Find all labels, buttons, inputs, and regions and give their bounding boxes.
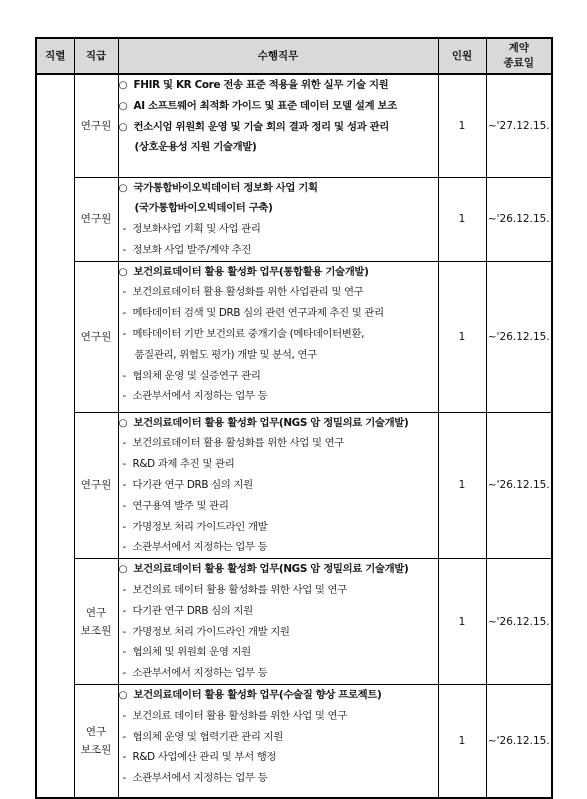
duty-text: 메타데이터 기반 보건의료 중개기술 (메타데이터변환, — [132, 328, 365, 341]
duty-text: 정보화사업 기획 및 사업 관리 — [132, 223, 261, 236]
duty-text: 보건의료데이터 활용 활성화 업무(수술질 향상 프로젝트) — [133, 689, 382, 702]
rank-text: 연구원 — [80, 479, 112, 492]
duty-text: 가명정보 처리 가이드라인 개발 지원 — [132, 625, 290, 638]
duty-heading — [119, 178, 438, 199]
headcount-cell: 1 — [438, 74, 486, 177]
duty-item — [119, 324, 438, 345]
duty-text: AI 소프트웨어 최적화 가이드 및 표준 데이터 모델 설계 보조 — [133, 99, 397, 112]
duty-item — [119, 475, 438, 496]
duty-heading — [119, 559, 438, 580]
circle-bullet-icon: ○ — [118, 563, 128, 576]
header-rank: 직급 — [74, 38, 118, 74]
circle-bullet-icon: ○ — [118, 416, 128, 429]
duty-item — [119, 517, 438, 538]
duties-cell — [118, 559, 438, 685]
duty-item — [119, 219, 438, 240]
table-row — [36, 261, 552, 412]
duty-item — [119, 537, 438, 558]
series-cell — [36, 74, 74, 798]
duties-cell — [118, 412, 438, 559]
rank-text: 연구원 — [80, 330, 112, 343]
dash-bullet-icon: - — [122, 730, 126, 743]
duty-item — [119, 642, 438, 663]
duty-item — [119, 580, 438, 601]
circle-bullet-icon: ○ — [118, 181, 128, 194]
duty-text: (국가통합바이오빅데이터 구축) — [134, 202, 273, 215]
dash-bullet-icon: - — [122, 772, 126, 785]
duties-cell — [118, 261, 438, 412]
dash-bullet-icon: - — [122, 458, 126, 471]
duty-heading — [119, 137, 438, 158]
duty-item — [119, 601, 438, 622]
duty-heading — [119, 413, 438, 434]
duty-text: 다기관 연구 DRB 심의 지원 — [132, 479, 253, 492]
duty-text: 컨소시엄 위원회 운영 및 기술 회의 결과 정리 및 성과 관리 — [133, 120, 389, 133]
headcount-cell: 1 — [438, 412, 486, 559]
contract-end-cell: ~'27.12.15. — [486, 74, 552, 177]
duty-text: 보건의료데이터 활용 활성화를 위한 사업관리 및 연구 — [132, 286, 364, 299]
duty-item — [119, 454, 438, 475]
dash-bullet-icon: - — [122, 437, 126, 450]
contract-end-cell: ~'26.12.15. — [486, 177, 552, 261]
duty-text: 보건의료 데이터 활용 활성화를 위한 사업 및 연구 — [132, 709, 347, 722]
dash-bullet-icon: - — [122, 499, 126, 512]
duty-text: 소관부서에서 지정하는 업무 등 — [132, 772, 268, 785]
dash-bullet-icon: - — [122, 604, 126, 617]
job-table — [35, 37, 553, 799]
dash-bullet-icon: - — [122, 369, 126, 382]
rank-cell — [74, 74, 118, 177]
header-contract-end — [486, 38, 552, 74]
duties-cell — [118, 177, 438, 261]
rank-cell — [74, 685, 118, 798]
duty-heading — [119, 96, 438, 117]
duty-text: (상호운용성 지원 기술개발) — [134, 141, 257, 154]
circle-bullet-icon: ○ — [118, 99, 128, 112]
header-contract-end-line1: 계약 — [508, 42, 529, 54]
dash-bullet-icon: - — [122, 479, 126, 492]
dash-bullet-icon: - — [122, 390, 126, 403]
header-headcount: 인원 — [438, 38, 486, 74]
rank-text: 연구 — [85, 606, 107, 619]
duty-text: 보건의료데이터 활용 활성화 업무(NGS 암 정밀의료 기술개발) — [133, 563, 409, 576]
duty-item — [119, 496, 438, 517]
rank-text: 연구원 — [80, 213, 112, 226]
duty-heading — [119, 117, 438, 138]
dash-bullet-icon: - — [122, 625, 126, 638]
duty-text: 협의체 운영 및 실증연구 관리 — [132, 369, 261, 382]
duty-heading — [119, 198, 438, 219]
duty-item — [119, 345, 438, 366]
table-row — [36, 74, 552, 177]
duty-item — [119, 240, 438, 261]
duty-text: 메타데이터 검색 및 DRB 심의 관련 연구과제 추진 및 관리 — [132, 307, 384, 320]
duty-text: 다기관 연구 DRB 심의 지원 — [132, 604, 253, 617]
duty-text: 국가통합바이오빅데이터 정보화 사업 기획 — [133, 181, 318, 194]
duty-text: 정보화 사업 발주/계약 추진 — [132, 243, 252, 256]
duty-item — [119, 747, 438, 768]
dash-bullet-icon: - — [122, 286, 126, 299]
duty-text: R&D 사업예산 관리 및 부서 행정 — [132, 751, 277, 764]
rank-cell — [74, 177, 118, 261]
rank-cell — [74, 559, 118, 685]
circle-bullet-icon: ○ — [118, 689, 128, 702]
duty-text: 보건의료데이터 활용 활성화를 위한 사업 및 연구 — [132, 437, 344, 450]
table-row — [36, 685, 552, 798]
table-row — [36, 559, 552, 685]
duty-item — [119, 727, 438, 748]
duty-text: 협의체 운영 및 협력기관 관리 지원 — [132, 730, 283, 743]
dash-bullet-icon: - — [122, 584, 126, 597]
duty-text: 소관부서에서 지정하는 업무 등 — [132, 390, 268, 403]
duty-text: R&D 과제 추진 및 관리 — [132, 458, 235, 471]
duty-text: 소관부서에서 지정하는 업무 등 — [132, 541, 268, 554]
table-row — [36, 177, 552, 261]
dash-bullet-icon: - — [122, 646, 126, 659]
duty-text: 품질관리, 위험도 평가) 개발 및 분석, 연구 — [134, 348, 317, 361]
duty-item — [119, 366, 438, 387]
duty-item — [119, 768, 438, 789]
duty-item — [119, 386, 438, 407]
duty-heading — [119, 262, 438, 283]
rank-text: 연구원 — [80, 119, 112, 132]
dash-bullet-icon: - — [122, 223, 126, 236]
contract-end-cell: ~'26.12.15. — [486, 261, 552, 412]
headcount-cell: 1 — [438, 559, 486, 685]
dash-bullet-icon: - — [122, 307, 126, 320]
duty-item — [119, 706, 438, 727]
duty-text: 연구용역 발주 및 관리 — [132, 499, 229, 512]
rank-text: 보조원 — [80, 624, 112, 637]
duty-text: 보건의료데이터 활용 활성화 업무(통합활용 기술개발) — [133, 265, 369, 278]
duty-text: FHIR 및 KR Core 전송 표준 적용을 위한 실무 기술 지원 — [133, 79, 389, 91]
duty-text: 가명정보 처리 가이드라인 개발 — [132, 520, 268, 533]
dash-bullet-icon: - — [122, 541, 126, 554]
dash-bullet-icon: - — [122, 520, 126, 533]
circle-bullet-icon: ○ — [118, 120, 128, 133]
header-contract-end-line2: 종료일 — [503, 57, 534, 69]
contract-end-cell: ~'26.12.15. — [486, 412, 552, 559]
table-row — [36, 412, 552, 559]
duty-item — [119, 622, 438, 643]
circle-bullet-icon: ○ — [118, 265, 128, 278]
rank-text: 연구 — [85, 725, 107, 738]
header-duties: 수행직무 — [118, 38, 438, 74]
dash-bullet-icon: - — [122, 243, 126, 256]
dash-bullet-icon: - — [122, 667, 126, 680]
duty-text: 보건의료데이터 활용 활성화 업무(NGS 암 정밀의료 기술개발) — [133, 416, 409, 429]
header-series: 직렬 — [36, 38, 74, 74]
table-body — [36, 74, 552, 798]
dash-bullet-icon: - — [122, 709, 126, 722]
contract-end-cell: ~'26.12.15. — [486, 559, 552, 685]
duty-heading — [119, 75, 438, 96]
duty-heading — [119, 685, 438, 706]
dash-bullet-icon: - — [122, 328, 126, 341]
dash-bullet-icon: - — [122, 751, 126, 764]
rank-cell — [74, 412, 118, 559]
rank-text: 보조원 — [80, 743, 112, 756]
contract-end-cell: ~'26.12.15. — [486, 685, 552, 798]
duty-item — [119, 282, 438, 303]
duty-item — [119, 663, 438, 684]
duty-item — [119, 433, 438, 454]
rank-cell — [74, 261, 118, 412]
duty-text: 소관부서에서 지정하는 업무 등 — [132, 667, 268, 680]
header-row — [36, 38, 552, 74]
duties-cell — [118, 685, 438, 798]
headcount-cell: 1 — [438, 177, 486, 261]
circle-bullet-icon: ○ — [118, 79, 128, 91]
duties-cell — [118, 74, 438, 177]
headcount-cell: 1 — [438, 685, 486, 798]
headcount-cell: 1 — [438, 261, 486, 412]
duty-text: 보건의료 데이터 활용 활성화를 위한 사업 및 연구 — [132, 584, 347, 597]
duty-item — [119, 303, 438, 324]
duty-text: 협의체 및 위원회 운영 지원 — [132, 646, 251, 659]
